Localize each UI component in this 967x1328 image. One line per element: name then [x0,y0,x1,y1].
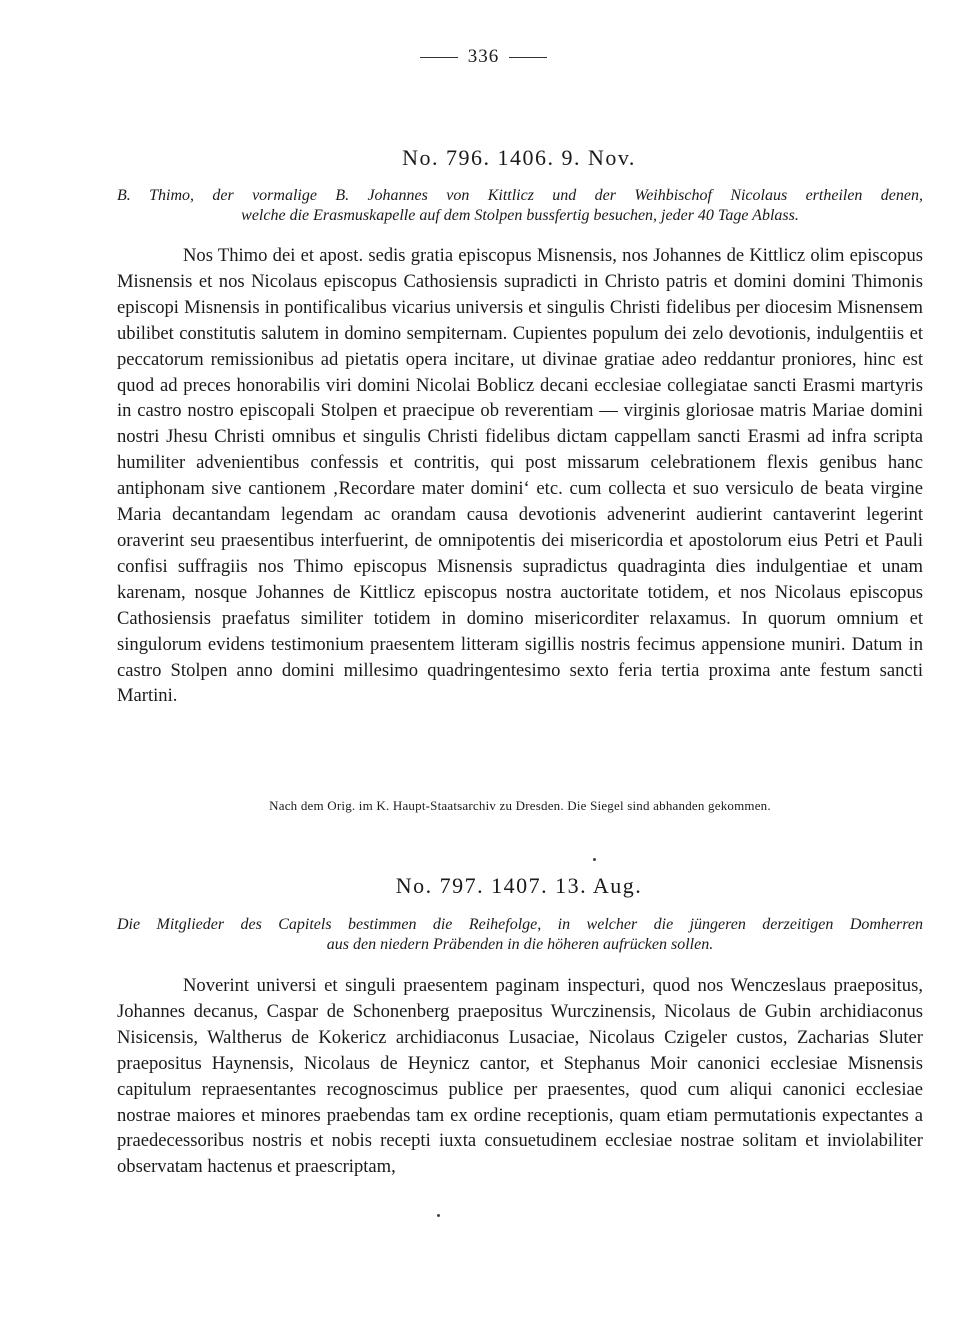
entry-796-summary-line2: welche die Erasmuskapelle auf dem Stolpen bussfertig besuchen, jeder 40 Tage Ablass. [241,207,799,224]
entry-797-heading: No. 797. 1407. 13. Aug. [395,873,643,898]
entry-797-summary-line2: aus den niedern Präbenden in die höheren aufrücken sollen. [326,936,714,953]
page-number: 336 [467,46,500,67]
print-speck [437,1214,440,1217]
right-dash [509,57,547,58]
entry-797-body: Noverint universi et singuli praesentem paginam inspecturi, quod nos Wenczeslaus praepositus, Johannes decanus, Caspar de Schonenberg praepositus Wurczinensis, Nicolaus de Gubin archidiaconus Nisicensis, Waltherus de Kokericz archidiaconus Lusaciae, Nicolaus Czigeler custos, Zacharias Sluter praepositus Haynensis, Nicolaus de Heynicz cantor, et Stephanus Moir canonici ecclesiae Misnensis capitulum repraesentantes recognoscimus publice per praesentes, quod cum aliqui canonici ecclesiae nostrae maiores et minores praebendas tam ex ordine receptionis, quam etiam permutationis expectantes a praedecessoribus nostris et nobis recepti iuxta consuetudinem ecclesiae nostrae solitam et inviolabiliter observatam hactenus et praescriptam, [117,975,923,1178]
entry-796-summary [117,186,923,226]
entry-796-body: Nos Thimo dei et apost. sedis gratia episcopus Misnensis, nos Johannes de Kittlicz olim episcopus Misnensis et nos Nicolaus episcopus Cathosiensis supradicti in Christo patris et domini domini Thimonis episcopi Misnensis in pontificalibus vicarius universis et singulis Christi fidelibus per diocesim Misnensem ubilibet constitutis salutem in domino sempiternam. Cupientes populum dei zelo devotionis, indulgentiis et peccatorum remissionibus ad pietatis opera incitare, ut divinae gratiae adeo reddantur proniores, hinc est quod ad preces honorabilis viri domini Nicolai Boblicz decani ecclesiae collegiatae sancti Erasmi martyris in castro nostro episcopali Stolpen et praecipue ob reverentiam — virginis gloriosae matris Mariae domini nostri Jhesu Christi omnibus et singulis Christi fidelibus dictam cappellam sancti Erasmi ad infra scripta humiliter advenientibus confessis et contritis, qui post missarum celebrationem flexis genibus hanc antiphonam sive cantionem ‚Recordare mater domini‘ etc. cum collecta et suo versiculo de beata virgine Maria decantandam legendam ac orandam causa devotionis advenerint audierint cantaverint legerint oraverint seu praesentibus interfuerint, de omnipotentis dei misericordia et apostolorum eius Petri et Pauli confisi suffragiis nos Thimo episcopus Misnensis supradictus quadraginta dies indulgentiae et unam karenam, nosque Johannes de Kittlicz episcopus nostra auctoritate totidem, et nos Nicolaus episcopus Cathosiensis praefatus similiter totidem in domino misericorditer relaxamus. In quorum omnium et singulorum evidens testimonium praesentem litteram sigillis nostris fecimus appensione muniri. Datum in castro Stolpen anno domini millesimo quadringentesimo sexto feria tertia proxima ante festum sancti Martini. [117,245,923,707]
print-speck [593,858,596,861]
entry-797-summary-line1: Die Mitglieder des Capitels bestimmen die Reihefolge, in welcher die jüngeren derzeitigen Domherren [117,916,923,933]
entry-797-summary [117,915,923,955]
entry-796-source-note: Nach dem Orig. im K. Haupt-Staatsarchiv zu Dresden. Die Siegel sind abhanden gekommen. [269,798,771,813]
entry-796-summary-line1: B. Thimo, der vormalige B. Johannes von Kittlicz und der Weihbischof Nicolaus ertheilen denen, [117,187,923,204]
page-number-row [0,46,967,68]
entry-796-heading: No. 796. 1406. 9. Nov. [402,145,636,170]
left-dash [420,57,458,58]
